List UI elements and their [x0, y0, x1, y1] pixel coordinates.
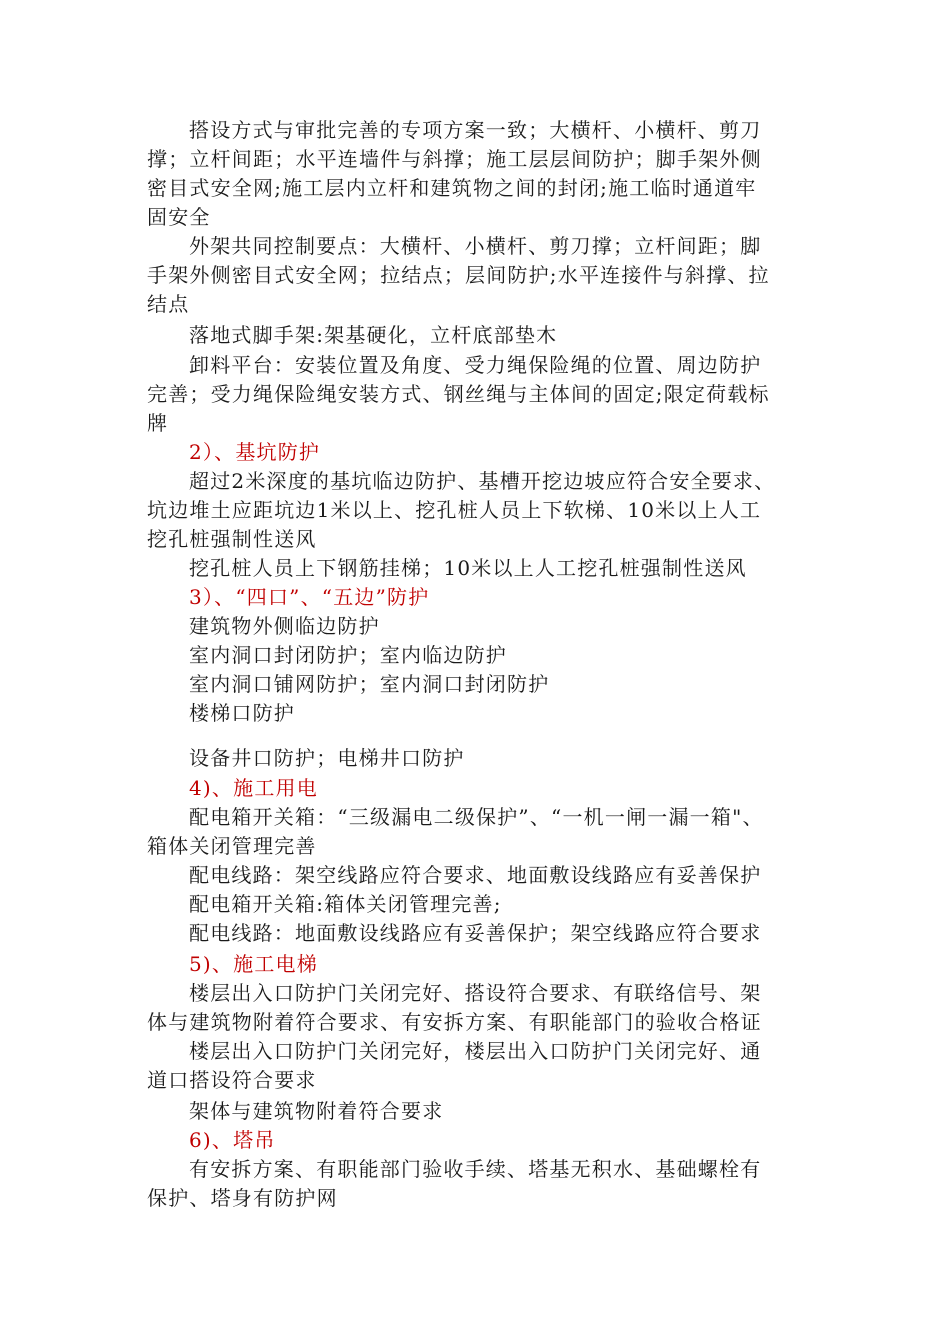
- body-line: 撑；立杆间距；水平连墙件与斜撑；施工层层间防护；脚手架外侧: [147, 147, 762, 171]
- body-line: 架体与建筑物附着符合要求: [189, 1099, 444, 1123]
- body-line: 配电箱开关箱:箱体关闭管理完善;: [189, 892, 502, 916]
- body-line: 设备井口防护；电梯井口防护: [189, 746, 465, 770]
- section-heading: 3）、“四口”、“五边”防护: [189, 585, 430, 609]
- body-line: 外架共同控制要点：大横杆、小横杆、剪刀撑；立杆间距；脚: [189, 234, 762, 258]
- body-line: 配电线路：地面敷设线路应有妥善保护；架空线路应符合要求: [189, 921, 762, 945]
- section-heading: 2）、基坑防护: [189, 440, 321, 464]
- body-line: 完善；受力绳保险绳安装方式、钢丝绳与主体间的固定;限定荷载标: [147, 382, 770, 406]
- body-line: 挖孔桩人员上下钢筋挂梯；10米以上人工挖孔桩强制性送风: [189, 556, 747, 580]
- body-line: 箱体关闭管理完善: [147, 834, 317, 858]
- body-line: 室内洞口封闭防护；室内临边防护: [189, 643, 507, 667]
- body-line: 楼层出入口防护门关闭完好、搭设符合要求、有联络信号、架: [189, 981, 762, 1005]
- body-line: 手架外侧密目式安全网；拉结点；层间防护;水平连接件与斜撑、拉: [147, 263, 770, 287]
- body-line: 建筑物外侧临边防护: [189, 614, 380, 638]
- section-heading: 6)、塔吊: [189, 1128, 276, 1152]
- body-line: 卸料平台：安装位置及角度、受力绳保险绳的位置、周边防护: [189, 353, 762, 377]
- body-line: 超过2米深度的基坑临边防护、基槽开挖边坡应符合安全要求、: [189, 469, 776, 493]
- body-line: 密目式安全网;施工层内立杆和建筑物之间的封闭;施工临时通道牢: [147, 176, 757, 200]
- section-heading: 5)、施工电梯: [189, 952, 318, 976]
- body-line: 配电箱开关箱：“三级漏电二级保护”、“一机一闸一漏一箱"、: [189, 805, 764, 829]
- body-line: 道口搭设符合要求: [147, 1068, 317, 1092]
- body-line: 固安全: [147, 205, 211, 229]
- body-line: 有安拆方案、有职能部门验收手续、塔基无积水、基础螺栓有: [189, 1157, 762, 1181]
- body-line: 室内洞口铺网防护；室内洞口封闭防护: [189, 672, 550, 696]
- body-line: 楼梯口防护: [189, 701, 295, 725]
- body-line: 体与建筑物附着符合要求、有安拆方案、有职能部门的验收合格证: [147, 1010, 762, 1034]
- body-line: 坑边堆土应距坑边1米以上、挖孔桩人员上下软梯、10米以上人工: [147, 498, 762, 522]
- body-line: 配电线路：架空线路应符合要求、地面敷设线路应有妥善保护: [189, 863, 762, 887]
- body-line: 楼层出入口防护门关闭完好，楼层出入口防护门关闭完好、通: [189, 1039, 762, 1063]
- body-line: 挖孔桩强制性送风: [147, 527, 317, 551]
- body-line: 保护、塔身有防护网: [147, 1186, 338, 1210]
- body-line: 牌: [147, 411, 169, 435]
- body-line: 结点: [147, 292, 190, 316]
- body-line: 搭设方式与审批完善的专项方案一致；大横杆、小横杆、剪刀: [189, 118, 762, 142]
- section-heading: 4)、施工用电: [189, 776, 318, 800]
- body-line: 落地式脚手架:架基硬化，立杆底部垫木: [189, 323, 558, 347]
